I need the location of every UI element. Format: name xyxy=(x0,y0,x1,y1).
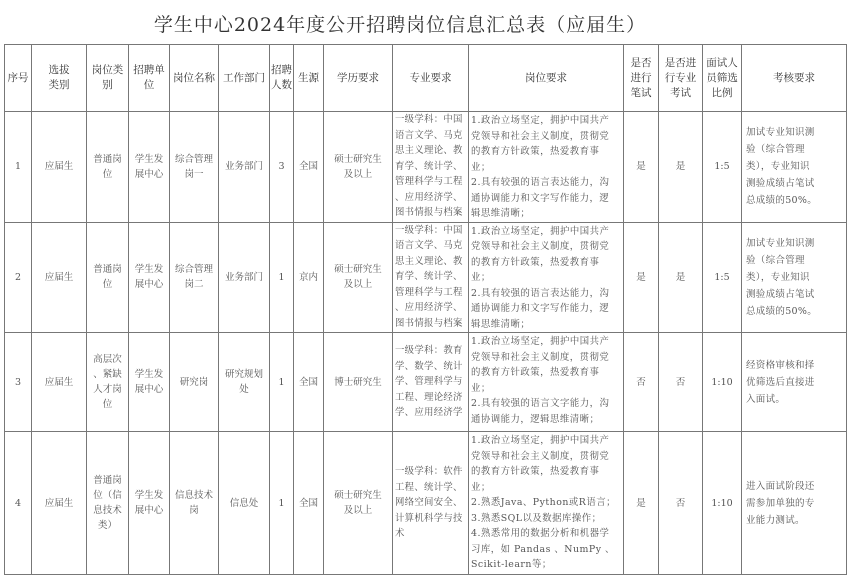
cell-unit: 学生发 展中心 xyxy=(129,432,170,575)
header-post-type: 岗位类 别 xyxy=(87,45,129,112)
cell-post-requirements: 1.政治立场坚定，拥护中国共产 党领导和社会主义制度，贯彻党 的教育方针政策，热爱教育事 业； 2.具有较强的语言文字能力，沟 通协调能力，逻辑思维清晰； xyxy=(469,333,624,432)
table-title: 学生中心2024年度公开招聘岗位信息汇总表（应届生） xyxy=(153,14,647,36)
cell-post-name: 研究岗 xyxy=(170,333,219,432)
cell-written-exam: 否 xyxy=(624,333,659,432)
cell-interview-ratio: 1:5 xyxy=(703,222,742,333)
cell-written-exam: 是 xyxy=(624,222,659,333)
cell-professional-exam: 否 xyxy=(659,333,703,432)
cell-dept: 信息处 xyxy=(219,432,270,575)
cell-post-name: 综合管理 岗二 xyxy=(170,222,219,333)
header-unit: 招聘单 位 xyxy=(129,45,170,112)
cell-assessment: 加试专业知识测 验（综合管理 类），专业知识 测验成绩占笔试 总成绩的50%。 xyxy=(742,222,847,333)
header-dept: 工作部门 xyxy=(219,45,270,112)
cell-count: 1 xyxy=(270,333,294,432)
cell-assessment: 经资格审核和择 优筛选后直接进 入面试。 xyxy=(742,333,847,432)
cell-no: 3 xyxy=(5,333,32,432)
recruitment-table xyxy=(4,44,847,575)
cell-count: 1 xyxy=(270,222,294,333)
cell-professional-exam: 是 xyxy=(659,222,703,333)
table-row xyxy=(5,222,847,333)
cell-education: 硕士研究生 及以上 xyxy=(324,222,393,333)
cell-post-name: 信息技术 岗 xyxy=(170,432,219,575)
header-no: 序号 xyxy=(5,45,32,112)
cell-dept: 业务部门 xyxy=(219,222,270,333)
cell-post-requirements: 1.政治立场坚定，拥护中国共产 党领导和社会主义制度，贯彻党 的教育方针政策，热爱教育事 业； 2.具有较强的语言表达能力，沟 通协调能力和文字写作能力，逻 辑思维清晰； xyxy=(469,222,624,333)
header-count: 招聘 人数 xyxy=(270,45,294,112)
cell-category: 应届生 xyxy=(32,222,87,333)
cell-source: 全国 xyxy=(294,112,324,223)
cell-education: 博士研究生 xyxy=(324,333,393,432)
cell-education: 硕士研究生 及以上 xyxy=(324,432,393,575)
cell-unit: 学生发 展中心 xyxy=(129,333,170,432)
cell-no: 4 xyxy=(5,432,32,575)
header-category: 选拔 类别 xyxy=(32,45,87,112)
header-source: 生源 xyxy=(294,45,324,112)
cell-education: 硕士研究生 及以上 xyxy=(324,112,393,223)
cell-written-exam: 是 xyxy=(624,432,659,575)
cell-major: 一级学科：中国 语言文学、马克 思主义理论、教 育学、统计学、 管理科学与工程 、应用经济学、 图书情报与档案 xyxy=(393,222,469,333)
header-row xyxy=(5,45,847,112)
cell-no: 1 xyxy=(5,112,32,223)
header-ratio: 面试人 员筛选 比例 xyxy=(703,45,742,112)
cell-category: 应届生 xyxy=(32,432,87,575)
header-major: 专业要求 xyxy=(393,45,469,112)
cell-professional-exam: 否 xyxy=(659,432,703,575)
cell-interview-ratio: 1:10 xyxy=(703,333,742,432)
cell-major: 一级学科：教育 学、数学、统计 学、管理科学与 工程、理论经济 学、应用经济学 xyxy=(393,333,469,432)
header-post-req: 岗位要求 xyxy=(469,45,624,112)
header-pro-exam: 是否进 行专业 考试 xyxy=(659,45,703,112)
cell-source: 全国 xyxy=(294,432,324,575)
cell-interview-ratio: 1:5 xyxy=(703,112,742,223)
cell-major: 一级学科：中国 语言文学、马克 思主义理论、教 育学、统计学、 管理科学与工程 、应用经济学、 图书情报与档案 xyxy=(393,112,469,223)
cell-post-type: 普通岗 位（信 息技术 类） xyxy=(87,432,129,575)
cell-interview-ratio: 1:10 xyxy=(703,432,742,575)
table-row xyxy=(5,432,847,575)
cell-category: 应届生 xyxy=(32,112,87,223)
cell-no: 2 xyxy=(5,222,32,333)
cell-assessment: 加试专业知识测 验（综合管理 类），专业知识 测验成绩占笔试 总成绩的50%。 xyxy=(742,112,847,223)
cell-major: 一级学科：软件 工程、统计学、 网络空间安全、 计算机科学与技 术 xyxy=(393,432,469,575)
cell-unit: 学生发 展中心 xyxy=(129,112,170,223)
cell-professional-exam: 是 xyxy=(659,112,703,223)
cell-count: 3 xyxy=(270,112,294,223)
cell-post-type: 普通岗 位 xyxy=(87,112,129,223)
cell-post-type: 高层次 、紧缺 人才岗 位 xyxy=(87,333,129,432)
cell-post-name: 综合管理 岗一 xyxy=(170,112,219,223)
cell-source: 全国 xyxy=(294,333,324,432)
cell-unit: 学生发 展中心 xyxy=(129,222,170,333)
cell-post-requirements: 1.政治立场坚定，拥护中国共产 党领导和社会主义制度，贯彻党 的教育方针政策，热爱教育事 业； 2.熟悉Java、Python或R语言； 3.熟悉SQL以及数据库操作； 4.熟悉常用的数据分析和机器学 习库，如 Pandas 、NumPy 、 Scikit-learn等； xyxy=(469,432,624,575)
cell-post-type: 普通岗 位 xyxy=(87,222,129,333)
header-written: 是否 进行 笔试 xyxy=(624,45,659,112)
cell-assessment: 进入面试阶段还 需参加单独的专 业能力测试。 xyxy=(742,432,847,575)
cell-written-exam: 是 xyxy=(624,112,659,223)
header-education: 学历要求 xyxy=(324,45,393,112)
cell-source: 京内 xyxy=(294,222,324,333)
cell-dept: 研究规划 处 xyxy=(219,333,270,432)
table-row xyxy=(5,112,847,223)
cell-dept: 业务部门 xyxy=(219,112,270,223)
cell-count: 1 xyxy=(270,432,294,575)
cell-category: 应届生 xyxy=(32,333,87,432)
cell-post-requirements: 1.政治立场坚定，拥护中国共产 党领导和社会主义制度，贯彻党 的教育方针政策，热爱教育事 业； 2.具有较强的语言表达能力，沟 通协调能力和文字写作能力，逻 辑思维清晰； xyxy=(469,112,624,223)
table-row xyxy=(5,333,847,432)
header-post-name: 岗位名称 xyxy=(170,45,219,112)
header-assessment: 考核要求 xyxy=(742,45,847,112)
